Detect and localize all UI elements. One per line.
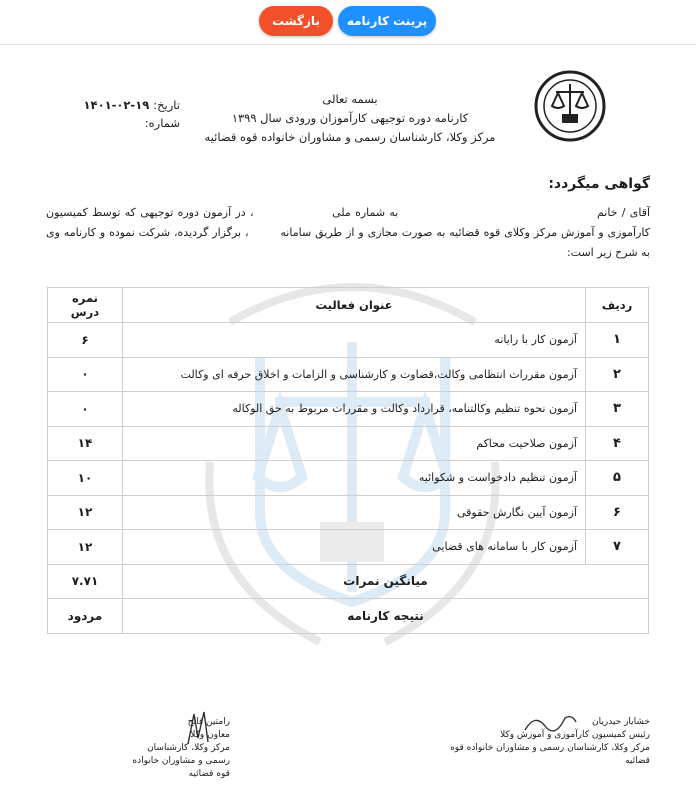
date-label: تاریخ: [153,98,180,112]
result-row [48,599,649,634]
grade-value: ۱۴ [48,426,123,461]
table-row [48,530,649,565]
row-number: ۲ [586,357,649,392]
header-row-number: ردیف [586,288,649,323]
table-row [48,426,649,461]
cert-part-6: وی به شرح زیر است: [46,226,650,259]
activity-title: آزمون کار با رایانه [123,323,586,358]
left-signer-title: معاون وکلا [190,730,230,740]
average-value: ۷.۷۱ [48,564,123,599]
row-number: ۶ [586,495,649,530]
right-signature-block [430,716,650,768]
row-number: ۵ [586,461,649,496]
cert-part-1: آقای / خانم [596,206,651,219]
header-activity-title: عنوان فعالیت [123,288,586,323]
right-signer-title: رئیس کمیسیون کارآموزی و آموزش وکلا [500,730,650,740]
table-header-row [48,288,649,323]
grade-value: ۱۰ [48,461,123,496]
date-row [66,96,180,114]
cert-part-2: به شماره ملی [332,206,399,219]
left-signer-org: مرکز وکلا، کارشناسان رسمی و مشاوران خانواده قوه قضائیه [132,743,230,779]
row-number: ۱ [586,323,649,358]
organization-name: مرکز وکلا، کارشناسان رسمی و مشاوران خانواده قوه قضائیه [204,130,496,144]
grade-value: ۶ [48,323,123,358]
certificate-text [46,203,650,263]
grades-table [47,287,649,634]
activity-title: آزمون کار با سامانه های قضایی [123,530,586,565]
table-row [48,323,649,358]
activity-title: آزمون مقررات انتظامی وکالت،قضاوت و کارشناسی و الزامات و اخلاق حرفه ای وکالت [123,357,586,392]
cert-part-4: آموزش مرکز وکلای قوه قضائیه به صورت مجازی و از طریق سامانه [280,226,595,239]
average-label: میانگین نمرات [123,564,649,599]
date-value: ۱۴۰۱-۰۲-۱۹ [83,98,150,112]
result-label: نتیجه کارنامه [123,599,649,634]
report-meta [66,96,180,132]
right-signer-name: خشایار حیدریان [592,717,650,727]
report-header [200,90,500,147]
result-value: مردود [48,599,123,634]
right-signer-org: مرکز وکلا، کارشناسان رسمی و مشاوران خانواده قوه قضائیه [450,743,650,766]
header-grade: نمره درس [48,288,123,323]
activity-title: آزمون آیین نگارش حقوقی [123,495,586,530]
row-number: ۴ [586,426,649,461]
table-row [48,392,649,427]
left-signer-name: رامتین فالح [187,717,230,727]
number-label: شماره: [144,116,180,130]
grade-value: ۱۲ [48,495,123,530]
judiciary-emblem-logo [532,68,608,144]
back-button[interactable]: بازگشت [259,6,333,36]
row-number: ۳ [586,392,649,427]
table-row [48,461,649,496]
number-row [66,114,180,132]
bismillah-text: بسمه تعالی [322,92,378,106]
activity-title: آزمون صلاحیت محاکم [123,426,586,461]
cert-part-5: ، برگزار گردیده، شرکت نموده و کارنامه [63,226,249,239]
certificate-heading: گواهی میگردد: [548,176,650,192]
grade-value: ۰ [48,392,123,427]
cert-part-3: ، در آزمون دوره توجیهی که توسط کمیسیون کارآموزی و [46,206,651,239]
left-signature-block [120,716,230,781]
grade-value: ۰ [48,357,123,392]
activity-title: آزمون تنظیم دادخواست و شکوائیه [123,461,586,496]
table-row [48,495,649,530]
row-number: ۷ [586,530,649,565]
grade-value: ۱۲ [48,530,123,565]
top-toolbar [0,0,696,44]
report-title: کارنامه دوره توجیهی کارآموزان ورودی سال ۱۳۹۹ [231,111,469,125]
average-row [48,564,649,599]
print-report-button[interactable]: پرینت کارنامه [338,6,436,36]
activity-title: آزمون نحوه تنظیم وکالتنامه، قرارداد وکالت و مقررات مربوط به حق الوکاله [123,392,586,427]
table-row [48,357,649,392]
